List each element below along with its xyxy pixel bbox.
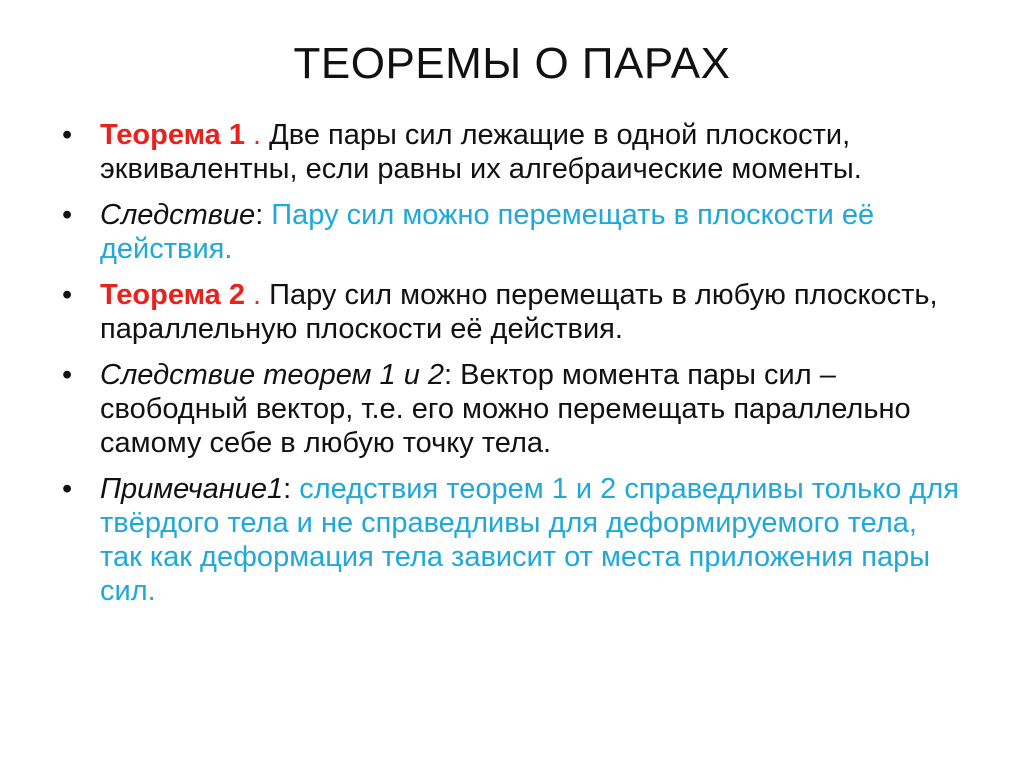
bullet-item-corollary-1 <box>62 198 962 266</box>
slide-title: ТЕОРЕМЫ О ПАРАХ <box>293 39 731 88</box>
corollary-1-separator: : <box>255 199 264 231</box>
bullet-dot-icon: • <box>62 279 73 311</box>
note-1-label: Примечание1 <box>100 473 284 505</box>
bullet-dot-icon: • <box>62 119 73 151</box>
corollary-1-text: Пару сил можно перемещать в плоскости её действия. <box>100 199 875 265</box>
corollary-1-2-text: Вектор момента пары сил – свободный вектор, т.е. его можно перемещать параллельно самому себе в любую точку тела. <box>100 359 911 459</box>
theorem-1-separator: . <box>244 119 262 151</box>
corollary-1-2-label: Следствие теорем 1 и 2 <box>100 359 445 391</box>
corollary-1-label: Следствие <box>100 199 256 231</box>
bullet-dot-icon: • <box>62 473 73 505</box>
bullet-item-theorem-1 <box>62 118 962 186</box>
bullet-item-theorem-2 <box>62 278 962 346</box>
bullet-item-corollary-1-2 <box>62 358 962 460</box>
theorem-1-text: Две пары сил лежащие в одной плоскости, эквивалентны, если равны их алгебраические моменты. <box>100 119 862 185</box>
note-1-separator: : <box>283 473 292 505</box>
bullet-item-note-1 <box>62 472 962 608</box>
note-1-text: следствия теорем 1 и 2 справедливы только для твёрдого тела и не справедливы для деформируемого тела, так как деформация тела зависит от места приложения пары сил. <box>100 473 959 607</box>
bullet-dot-icon: • <box>62 359 73 391</box>
bullet-dot-icon: • <box>62 199 73 231</box>
corollary-1-2-separator: : <box>444 359 453 391</box>
theorem-2-label: Теорема 2 <box>100 279 245 311</box>
theorem-1-label: Теорема 1 <box>100 119 245 151</box>
theorem-2-separator: . <box>244 279 262 311</box>
bullet-list <box>62 118 962 620</box>
theorem-2-text: Пару сил можно перемещать в любую плоскость, параллельную плоскости её действия. <box>100 279 938 345</box>
